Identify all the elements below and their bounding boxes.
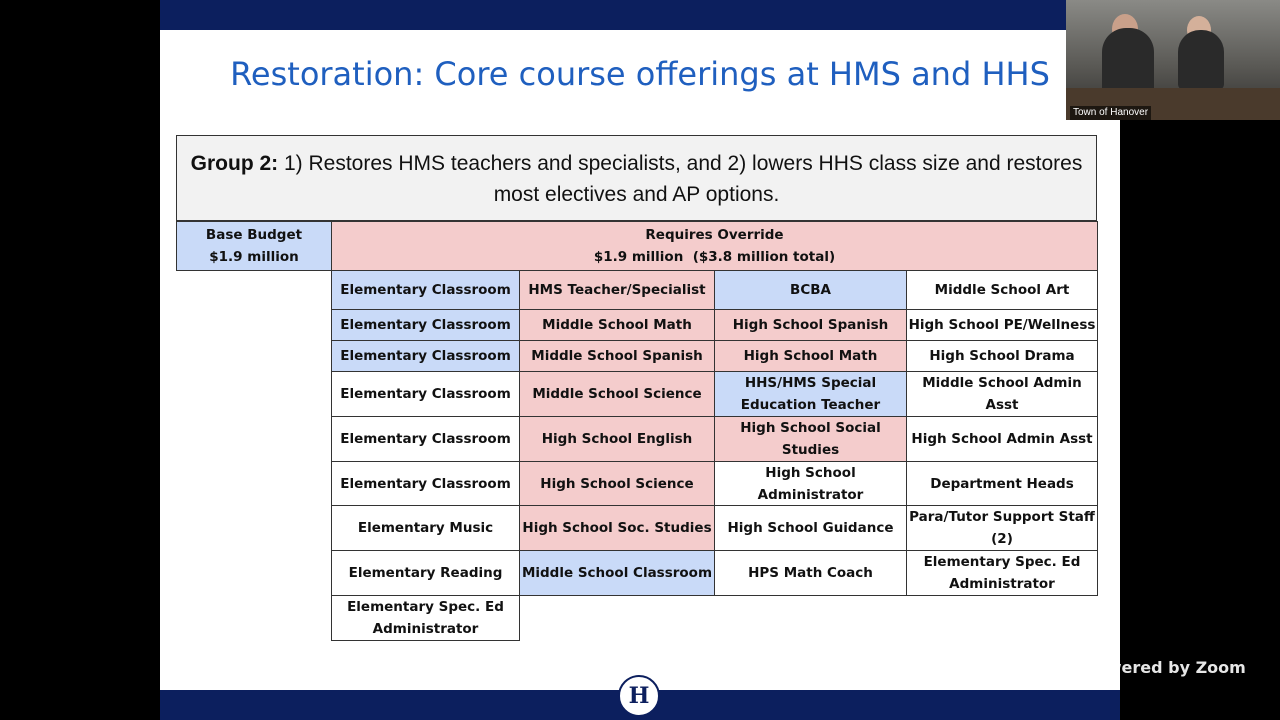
table-cell: Para/Tutor Support Staff (2) [906, 505, 1098, 551]
table-cell: High School Social Studies [714, 416, 907, 462]
table-cell: Elementary Classroom [331, 416, 520, 462]
table-cell: BCBA [714, 270, 907, 310]
zoom-watermark: Powered by Zoom [1084, 658, 1246, 677]
person-icon [1178, 30, 1224, 90]
table-cell: Elementary Classroom [331, 461, 520, 506]
table-cell: Elementary Classroom [331, 340, 520, 372]
table-cell: Elementary Classroom [331, 270, 520, 310]
slide-title: Restoration: Core course offerings at HMS and HHS [230, 55, 1050, 93]
table-cell: Middle School Math [519, 309, 715, 341]
table-cell: High School Guidance [714, 505, 907, 551]
slide-top-bar [160, 0, 1120, 30]
table-cell: Middle School Classroom [519, 550, 715, 596]
table-cell: HHS/HMS Special Education Teacher [714, 371, 907, 417]
table-cell: HPS Math Coach [714, 550, 907, 596]
table-cell: High School Drama [906, 340, 1098, 372]
table-cell: High School PE/Wellness [906, 309, 1098, 341]
table-cell: High School Administrator [714, 461, 907, 506]
table-cell: Elementary Spec. Ed Administrator [331, 595, 520, 641]
video-participant-label: Town of Hanover [1070, 106, 1151, 120]
table-cell: Middle School Admin Asst [906, 371, 1098, 417]
table-cell: Middle School Art [906, 270, 1098, 310]
table-cell: Middle School Science [519, 371, 715, 417]
slide [160, 0, 1120, 720]
table-cell: Elementary Classroom [331, 371, 520, 417]
table-cell: High School English [519, 416, 715, 462]
group-description: 1) Restores HMS teachers and specialists, and 2) lowers HHS class size and restores most electives and AP options. [284, 152, 1083, 206]
override-header [331, 221, 1098, 271]
table-cell: Department Heads [906, 461, 1098, 506]
group-label: Group 2: [190, 152, 279, 175]
table-cell: HMS Teacher/Specialist [519, 270, 715, 310]
base-budget-header [176, 221, 332, 271]
override-label: Requires Override [645, 227, 784, 243]
table-cell: High School Soc. Studies [519, 505, 715, 551]
table-cell: Elementary Classroom [331, 309, 520, 341]
hanover-logo: H [618, 675, 660, 717]
base-budget-label: Base Budget [205, 227, 303, 243]
group-header [176, 135, 1097, 221]
override-amount: $1.9 million ($3.8 million total) [593, 249, 836, 265]
table-cell: Elementary Music [331, 505, 520, 551]
table-cell: High School Admin Asst [906, 416, 1098, 462]
table-cell: High School Science [519, 461, 715, 506]
table-cell: Elementary Reading [331, 550, 520, 596]
table-cell: High School Spanish [714, 309, 907, 341]
seal-watermark-icon [1138, 560, 1226, 648]
table-cell: Middle School Spanish [519, 340, 715, 372]
video-thumbnail[interactable] [1066, 0, 1280, 120]
table-cell: Elementary Spec. Ed Administrator [906, 550, 1098, 596]
table-cell: High School Math [714, 340, 907, 372]
base-budget-amount: $1.9 million [209, 249, 299, 265]
